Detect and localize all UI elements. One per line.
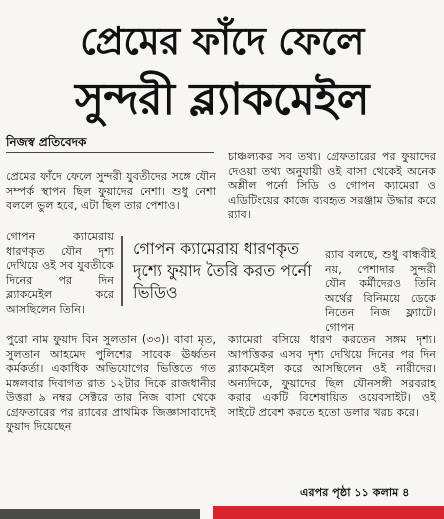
byline: নিজস্ব প্রতিবেদক (6, 135, 87, 149)
article-paragraph-details (6, 333, 436, 435)
headline-line-1: প্রেমের ফাঁদে ফেলে (80, 18, 364, 63)
article-paragraph-blackmail: গোপন ক্যামেরায় ধারণকৃত যৌন দৃশ্য দেখিয়ে ওই সব যুবতীকে দিনের পর দিন ব্ল্যাকমেইল করে আসছিলেন তিনি। (6, 230, 114, 316)
next-article-banner (213, 506, 444, 519)
headline-line-2: সুন্দরী ব্ল্যাকমেইল (74, 74, 370, 125)
article-paragraph-intro: প্রেমের ফাঁদে ফেলে সুন্দরী যুবতীদের সঙ্গে যৌন সম্পর্ক স্থাপন ছিল ফুয়াদের নেশা। শুধু নেশা বললে ভুল হবে, এটা ছিল তার পেশাও। (6, 170, 216, 212)
article-text-left-column: পুরো নাম ফুয়াদ বিন সুলতান (৩৩)। বাবা মৃত, সুলতান আহমেদ পুলিশের সাবেক ঊর্ধ্বতন কর্মকর্তা। একাধিক অভিযোগের ভিত্তিতে গত মঙ্গলবার দিবাগত রাত ১২টার দিকে রাজধানীর উত্তরা ৯ নম্বর সেক্টরে তার নিজ বাসা থেকে গ্রেফতারের পর র‌্যাবের প্রাথমিক জিজ্ঞাসাবাদেই ফুয়াদ দিয়েছেন (6, 333, 216, 433)
article-paragraph-findings: চাঞ্চল্যকর সব তথ্য। গ্রেফতারের পর ফুয়াদের দেওয়া তথ্য অনুযায়ী ওই বাসা থেকেই অনেক অশ্লীল পর্নো সিডি ও গোপন ক্যামেরা ও এডিটিংয়ের কাজে ব্যবহৃত সরঞ্জাম উদ্ধার করে র‌্যাব। (228, 150, 436, 221)
byline-divider (6, 152, 214, 153)
pull-quote: গোপন ক্যামেরায় ধারণকৃত দৃশ্যে ফুয়াদ তৈরি করত পর্নো ভিডিও (121, 236, 331, 306)
article-text-right-column: ক্যামেরা বসিয়ে ধারণ করতেন সঙ্গম দৃশ্য। আপত্তিকর এসব দৃশ্য দেখিয়ে দিনের পর দিন ব্ল্যাকমেইল করে আসছিলেন ওই নারীদের। অন্যদিকে, ফুয়াদের ছিল যৌনসঙ্গী সরবরাহ করার একটি বিশেষায়িত ওয়েবসাইট। ওই সাইটে প্রবেশ করতে হতো ডলার খরচ করে। (228, 333, 436, 419)
next-article-shade (0, 509, 200, 519)
continued-on-page: এরপর পৃষ্ঠা ১১ কলাম ৪ (300, 486, 410, 499)
article-paragraph-rab: র‌্যাব বলছে, শুধু বান্ধবীই নয়, পেশাদার সুন্দরী যৌন কর্মীদেরও তিনি অর্থের বিনিময়ে ডেকে নিতেন নিজ ফ্ল্যাটে। গোপন (325, 248, 436, 334)
